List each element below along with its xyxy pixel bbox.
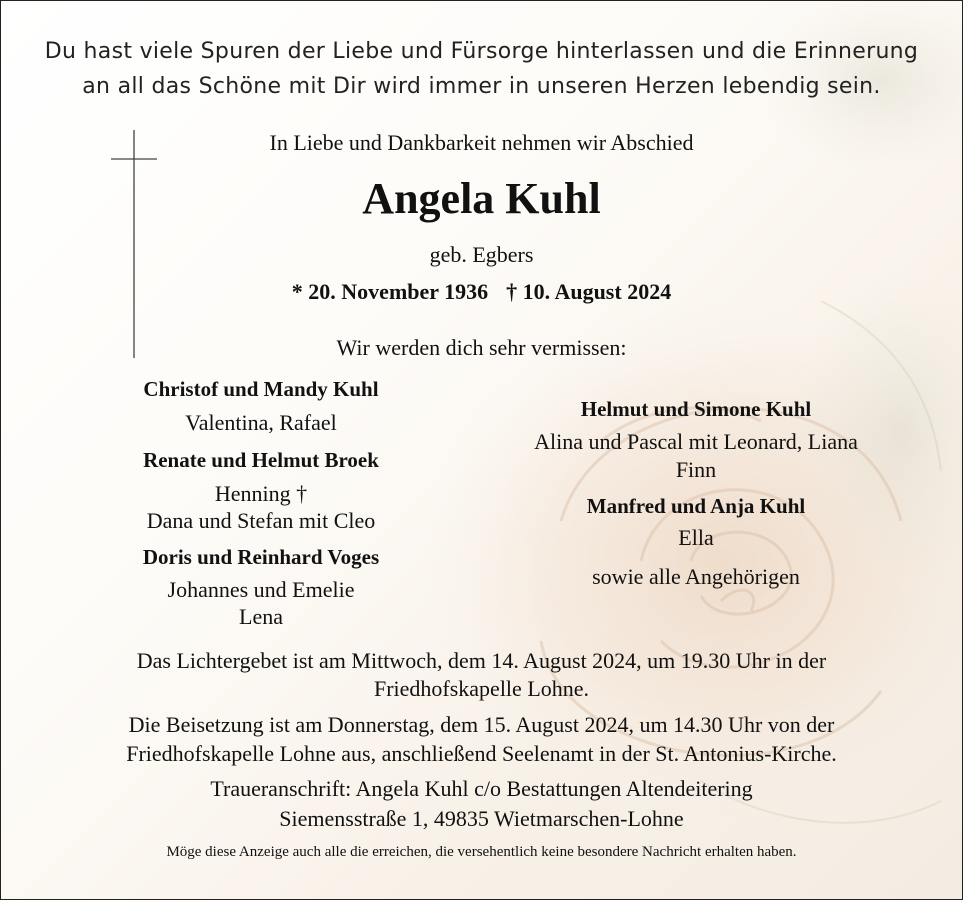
families-right <box>491 397 901 597</box>
burial-line-2: Friedhofskapelle Lohne aus, anschließend Seelenamt in der St. Antonius-Kirche. <box>126 741 837 766</box>
family-member: Lena <box>239 604 283 629</box>
family-names: Christof und Mandy Kuhl <box>143 377 379 401</box>
family-names: Manfred und Anja Kuhl <box>586 494 806 518</box>
family-names: Doris und Reinhard Voges <box>142 545 380 569</box>
family-member: Dana und Stefan mit Cleo <box>146 508 376 533</box>
family-member: Valentina, Rafael <box>185 410 337 435</box>
intro-text: In Liebe und Dankbarkeit nehmen wir Abschied <box>269 130 694 155</box>
family-member: Alina und Pascal mit Leonard, Liana <box>534 429 858 454</box>
miss-text: Wir werden dich sehr vermissen: <box>336 335 627 360</box>
motto-line-1: Du hast viele Spuren der Liebe und Fürsorge hinterlassen und die Erinnerung <box>44 39 919 64</box>
footer-note: Möge diese Anzeige auch alle die erreichen, die versehentlich keine besondere Nachricht erhalten haben. <box>166 844 797 860</box>
families-left <box>61 377 461 637</box>
death-date: † 10. August 2024 <box>506 279 672 304</box>
life-dates <box>1 279 962 305</box>
burial-line-1: Die Beisetzung ist am Donnerstag, dem 15. August 2024, um 14.30 Uhr von der <box>128 712 835 737</box>
family-member: Henning † <box>214 481 308 506</box>
birth-name: geb. Egbers <box>429 242 534 267</box>
ceremony-line-1: Das Lichtergebet ist am Mittwoch, dem 14. August 2024, um 19.30 Uhr in der <box>136 648 827 673</box>
family-member: Ella <box>678 525 714 550</box>
ceremony-line-2: Friedhofskapelle Lohne. <box>373 676 590 701</box>
relatives-text: sowie alle Angehörigen <box>592 564 800 589</box>
birth-date: * 20. November 1936 <box>291 279 489 304</box>
address-line-2: Siemensstraße 1, 49835 Wietmarschen-Lohne <box>279 806 684 831</box>
address-line-1: Traueranschrift: Angela Kuhl c/o Bestattungen Altendeitering <box>210 776 753 801</box>
family-member: Johannes und Emelie <box>167 577 355 602</box>
deceased-name: Angela Kuhl <box>362 174 601 223</box>
family-names: Renate und Helmut Broek <box>143 448 379 472</box>
family-names: Helmut und Simone Kuhl <box>580 397 812 421</box>
family-member: Finn <box>675 457 717 482</box>
motto-line-2: an all das Schöne mit Dir wird immer in unseren Herzen lebendig sein. <box>82 74 881 99</box>
